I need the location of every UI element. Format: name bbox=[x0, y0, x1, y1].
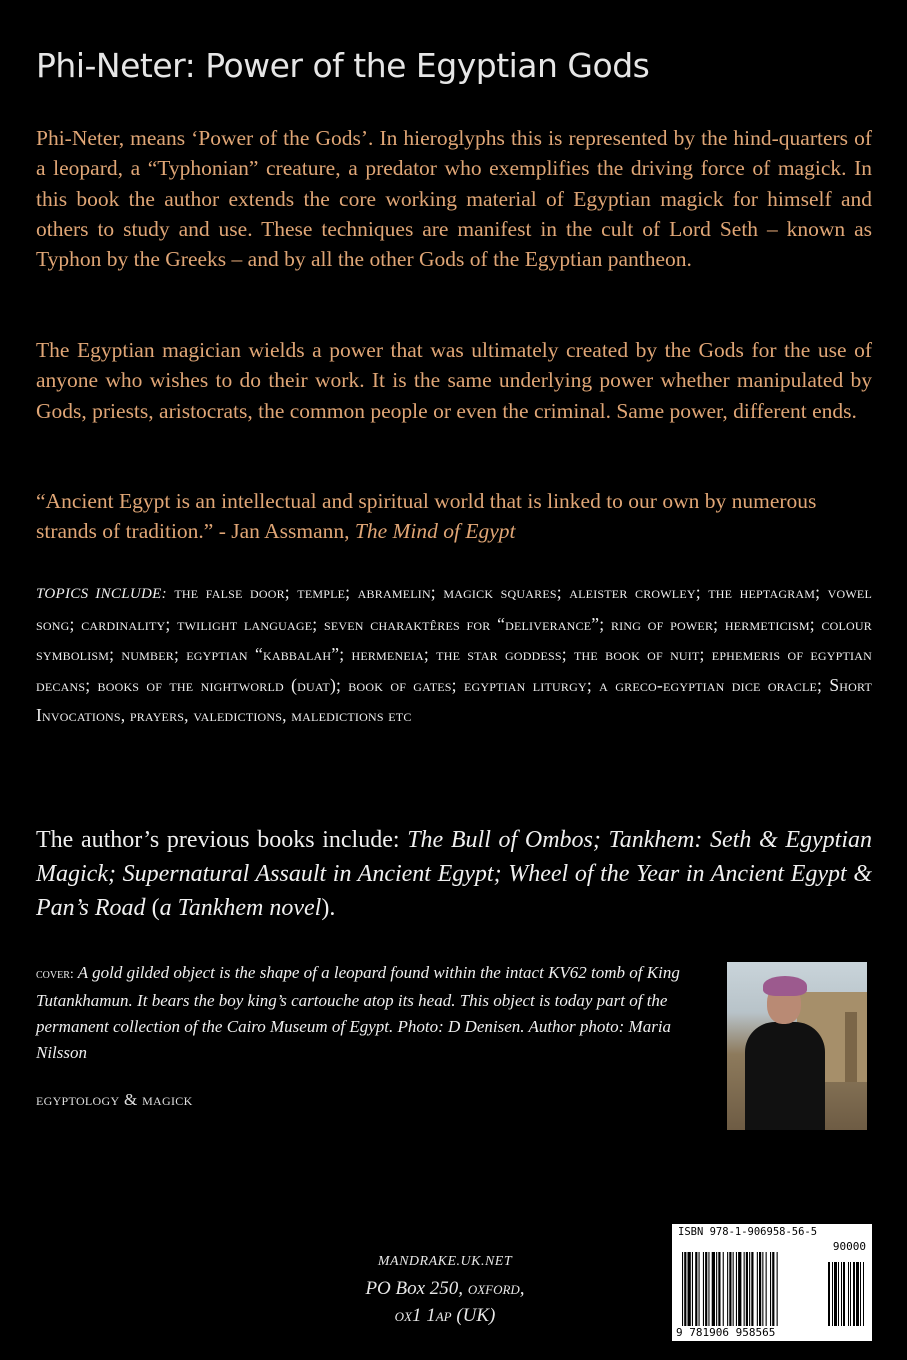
addon-bar bbox=[853, 1262, 855, 1326]
barcode-bar bbox=[703, 1252, 704, 1326]
barcode-bars bbox=[680, 1252, 866, 1326]
barcode-bar bbox=[746, 1252, 748, 1326]
previous-books-intro: The author’s previous books include: bbox=[36, 827, 408, 853]
topics-list bbox=[36, 577, 872, 730]
category-label: egyptology & magick bbox=[36, 1090, 193, 1109]
addon-bar bbox=[863, 1262, 864, 1326]
previous-books bbox=[36, 823, 872, 925]
quote-text: “Ancient Egypt is an intellectual and spiritual world that is linked to our own by numerous strands of tradition.” - Jan Assmann, bbox=[36, 489, 817, 544]
previous-books-titles: The Bull of Ombos; Tankhem: Seth & Egyptian Magick; Supernatural Assault in Ancient Egypt; Wheel of the Year in Ancient Egypt & Pan’s Road bbox=[36, 827, 872, 921]
barcode-bar bbox=[684, 1252, 686, 1326]
ean-number: 9 781906 958565 bbox=[676, 1326, 776, 1339]
cover-text: A gold gilded object is the shape of a leopard found within the intact KV62 tomb of King Tutankhamun. It bears the boy king’s cartouche atop its head. This object is today part of the permanent collection of the Cairo Museum of Egypt. Photo: D Denisen. Author photo: Maria Nilsson bbox=[36, 963, 680, 1062]
barcode-bar bbox=[736, 1252, 737, 1326]
barcode-bar bbox=[766, 1252, 767, 1326]
author-figure bbox=[745, 1022, 825, 1130]
isbn-barcode bbox=[672, 1224, 872, 1341]
barcode-bar bbox=[688, 1252, 691, 1326]
description-paragraph-2: The Egyptian magician wields a power that was ultimately created by the Gods for the use of anyone who wishes to do their work. It is the same underlying power whether manipulated by Gods, priests, aristocrats, the common people or even the criminal. Same power, different ends. bbox=[36, 338, 872, 423]
barcode-bar bbox=[695, 1252, 697, 1326]
description-paragraph-1: Phi-Neter, means ‘Power of the Gods’. In hieroglyphs this is represented by the hind-quarters of a leopard, a “Typhonian” creature, a predator who exemplifies the driving force of magick. In this book the author extends the core working material of Egyptian magick for himself and others to study and use. These techniques are manifest in the cult of Lord Seth – known as Typhon by the Greeks – and by all the other Gods of the Egyptian pantheon. bbox=[36, 126, 872, 272]
addon-bar bbox=[832, 1262, 833, 1326]
po-box: PO Box 250, bbox=[365, 1278, 468, 1299]
book-title: Phi-Neter: Power of the Egyptian Gods bbox=[36, 46, 650, 85]
assmann-quote bbox=[36, 486, 872, 547]
isbn-text: ISBN 978-1-906958-56-5 bbox=[678, 1226, 818, 1238]
publisher-address-line2 bbox=[300, 1302, 590, 1329]
barcode-bar bbox=[749, 1252, 750, 1326]
barcode-bar bbox=[759, 1252, 761, 1326]
barcode-bar bbox=[744, 1252, 745, 1326]
barcode-bar bbox=[712, 1252, 715, 1326]
addon-bar bbox=[856, 1262, 859, 1326]
barcode-bar bbox=[727, 1252, 728, 1326]
addon-bar bbox=[828, 1262, 830, 1326]
postcode: ox1 1ap bbox=[394, 1305, 452, 1326]
addon-bar bbox=[834, 1262, 837, 1326]
addon-bar bbox=[838, 1262, 839, 1326]
cover-credit bbox=[36, 960, 726, 1066]
barcode-bar bbox=[757, 1252, 758, 1326]
addon-bar bbox=[848, 1262, 849, 1326]
barcode-bar bbox=[729, 1252, 731, 1326]
topics-lead: TOPICS INCLUDE: bbox=[36, 586, 167, 602]
barcode-bar bbox=[723, 1252, 724, 1326]
quote-work-title: The Mind of Egypt bbox=[354, 519, 516, 544]
author-photo bbox=[727, 962, 867, 1130]
barcode-bar bbox=[705, 1252, 707, 1326]
barcode-bar bbox=[777, 1252, 778, 1326]
addon-bar bbox=[841, 1262, 842, 1326]
addon-bar bbox=[843, 1262, 845, 1326]
publisher-address-line1 bbox=[300, 1275, 590, 1302]
country: (UK) bbox=[451, 1305, 496, 1326]
barcode-bar bbox=[692, 1252, 693, 1326]
addon-bar bbox=[850, 1262, 851, 1326]
barcode-bar bbox=[716, 1252, 717, 1326]
barcode-bar bbox=[699, 1252, 700, 1326]
publisher-block bbox=[300, 1248, 590, 1329]
temple-column bbox=[845, 1012, 857, 1082]
barcode-bar bbox=[772, 1252, 774, 1326]
barcode-bar bbox=[708, 1252, 709, 1326]
price-addon-number: 90000 bbox=[832, 1240, 866, 1253]
cover-label: cover: bbox=[36, 967, 74, 982]
city: oxford, bbox=[467, 1278, 525, 1299]
novel-note: a Tankhem novel bbox=[159, 895, 322, 921]
barcode-bar bbox=[751, 1252, 753, 1326]
barcode-bar bbox=[762, 1252, 763, 1326]
paren-open: ( bbox=[145, 895, 160, 921]
barcode-bar bbox=[682, 1252, 683, 1326]
publisher-url: MANDRAKE.UK.NET bbox=[377, 1254, 513, 1269]
barcode-bar bbox=[733, 1252, 734, 1326]
addon-bar bbox=[860, 1262, 861, 1326]
barcode-bar bbox=[770, 1252, 771, 1326]
topics-text: the false door; temple; abramelin; magick squares; aleister crowley; the heptagram; vowel song; cardinality; twilight language; seven charaktêres for “deliverance”; ring of power; hermeticism; colour symbolism; number; egyptian “kabbalah”; hermeneia; the star goddess; the book of nuit; ephemeris of egyptian decans; books of the nightworld (duat); book of gates; egyptian liturgy; a greco-egyptian dice oracle; Short Invocations, prayers, valedictions, maledictions etc bbox=[36, 582, 872, 725]
barcode-bar bbox=[738, 1252, 741, 1326]
paren-close: ). bbox=[321, 895, 336, 921]
barcode-bar bbox=[718, 1252, 720, 1326]
author-headscarf bbox=[763, 976, 807, 996]
